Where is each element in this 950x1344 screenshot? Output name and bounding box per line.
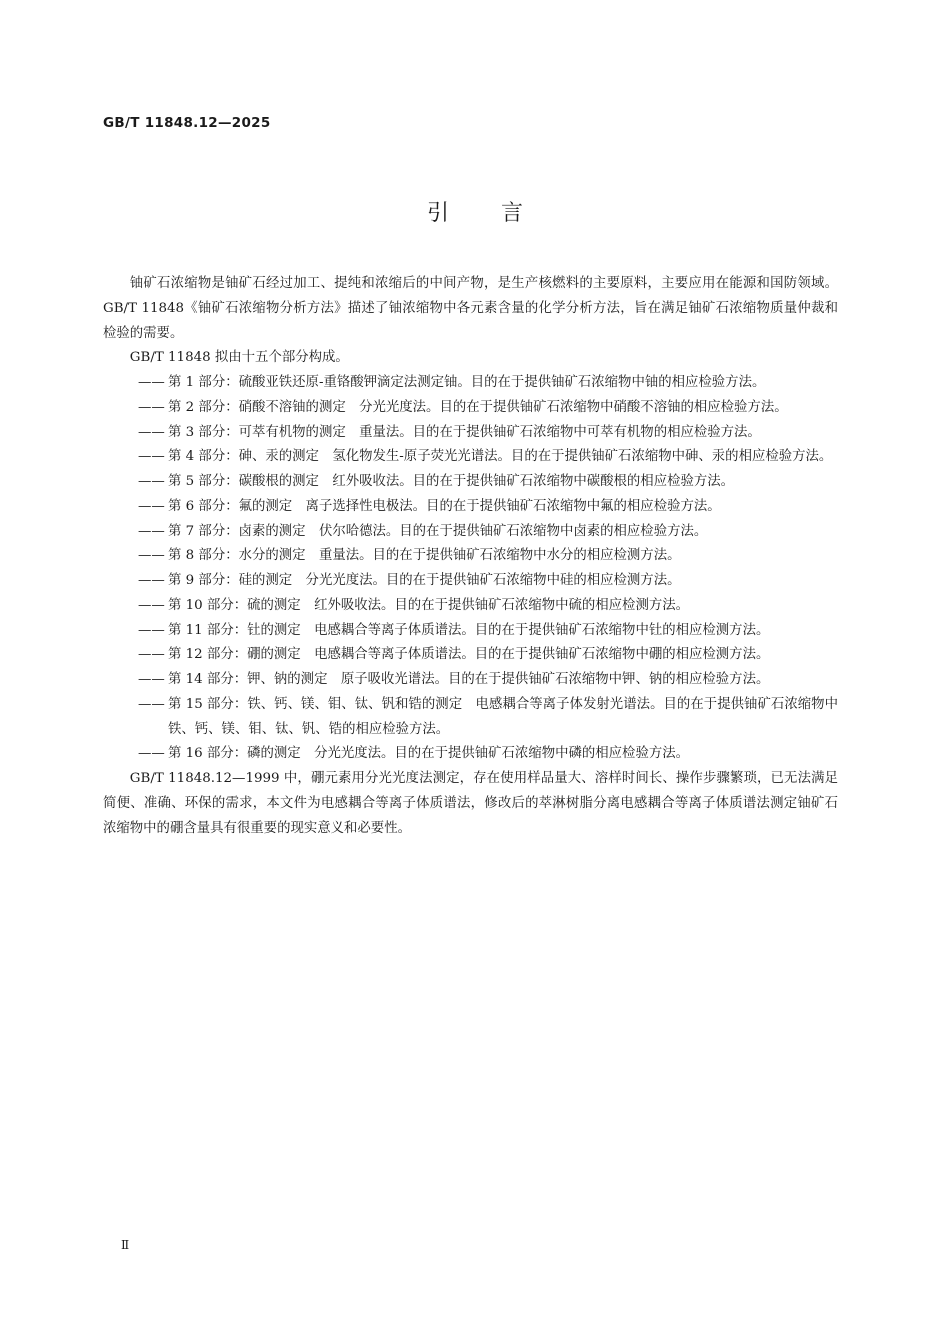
list-dash: ——: [138, 474, 165, 489]
list-item-text: 第 5 部分：碳酸根的测定 红外吸收法。目的在于提供铀矿石浓缩物中碳酸根的相应检验方法。: [168, 474, 735, 489]
list-item-part-8: [103, 544, 838, 569]
list-item-text: 第 12 部分：硼的测定 电感耦合等离子体质谱法。目的在于提供铀矿石浓缩物中硼的相应检测方法。: [168, 647, 770, 663]
list-item-text: 第 16 部分：磷的测定 分光光度法。目的在于提供铀矿石浓缩物中磷的相应检验方法。: [168, 746, 690, 762]
list-dash: ——: [138, 597, 165, 613]
list-dash: ——: [138, 696, 165, 712]
list-dash: ——: [138, 399, 165, 415]
list-item-part-5: [103, 470, 838, 495]
list-item-part-7: [103, 520, 838, 545]
list-item-part-1: [103, 371, 838, 396]
list-item-part-3: [103, 421, 838, 446]
page-title: 引言: [426, 201, 575, 226]
list-dash: ——: [138, 449, 165, 465]
list-item-part-12: [103, 643, 838, 668]
list-dash: ——: [138, 523, 165, 539]
list-item-part-15: [103, 693, 838, 743]
list-item-text: 第 1 部分：硫酸亚铁还原-重铬酸钾滴定法测定铀。目的在于提供铀矿石浓缩物中铀的相应检验方法。: [168, 375, 766, 390]
list-item-part-11: [103, 619, 838, 644]
list-item-text: 第 8 部分：水分的测定 重量法。目的在于提供铀矿石浓缩物中水分的相应检测方法。: [168, 548, 681, 564]
list-dash: ——: [138, 424, 165, 440]
list-item-text: 第 4 部分：砷、汞的测定 氢化物发生-原子荧光光谱法。目的在于提供铀矿石浓缩物中砷、汞的相应检验方法。: [168, 449, 833, 465]
list-item-text: 第 10 部分：硫的测定 红外吸收法。目的在于提供铀矿石浓缩物中硫的相应检测方法。: [168, 597, 690, 613]
list-dash: ——: [138, 548, 165, 564]
list-dash: ——: [138, 672, 165, 687]
intro-parts-statement: GB/T 11848 拟由十五个部分构成。: [129, 350, 349, 366]
list-item-part-14: [103, 668, 838, 693]
list-item-text: 第 9 部分：硅的测定 分光光度法。目的在于提供铀矿石浓缩物中硅的相应检测方法。: [168, 573, 681, 588]
document-body: [103, 272, 838, 841]
list-dash: ——: [138, 375, 165, 390]
list-item-text: 第 7 部分：卤素的测定 伏尔哈德法。目的在于提供铀矿石浓缩物中卤素的相应检验方法。: [168, 523, 708, 539]
list-item-part-4: [103, 445, 838, 470]
standard-number: GB/T 11848.12—2025: [103, 115, 271, 131]
list-item-text: 第 11 部分：钍的测定 电感耦合等离子体质谱法。目的在于提供铀矿石浓缩物中钍的相应检测方法。: [168, 622, 770, 638]
list-dash: ——: [138, 573, 165, 588]
list-item-text: 第 6 部分：氟的测定 离子选择性电极法。目的在于提供铀矿石浓缩物中氟的相应检验方法。: [168, 498, 721, 514]
list-item-text: 第 14 部分：钾、钠的测定 原子吸收光谱法。目的在于提供铀矿石浓缩物中钾、钠的相应检验方法。: [168, 672, 770, 687]
list-item-part-2: [103, 396, 838, 421]
list-item-part-10: [103, 594, 838, 619]
list-item-text: 第 2 部分：硝酸不溶铀的测定 分光光度法。目的在于提供铀矿石浓缩物中硝酸不溶铀的相应检验方法。: [168, 399, 788, 415]
list-dash: ——: [138, 746, 165, 762]
intro-paragraph: 铀矿石浓缩物是铀矿石经过加工、提纯和浓缩后的中间产物，是生产核燃料的主要原料，主要应用在能源和国防领域。GB/T 11848《铀矿石浓缩物分析方法》描述了铀浓缩物中各元素含量的化学分析方法，旨在满足铀矿石浓缩物质量仲裁和检验的需要。: [103, 276, 838, 341]
parts-list: [103, 371, 838, 767]
list-item-part-6: [103, 495, 838, 520]
list-item-text: 第 15 部分：铁、钙、镁、钼、钛、钒和锆的测定 电感耦合等离子体发射光谱法。目的在于提供铀矿石浓缩物中铁、钙、镁、钼、钛、钒、锆的相应检验方法。: [168, 696, 838, 737]
list-item-part-9: [103, 569, 838, 594]
list-item-text: 第 3 部分：可萃有机物的测定 重量法。目的在于提供铀矿石浓缩物中可萃有机物的相应检验方法。: [168, 424, 761, 440]
list-dash: ——: [138, 622, 165, 638]
list-dash: ——: [138, 647, 165, 663]
list-item-part-16: [103, 742, 838, 767]
closing-paragraph: GB/T 11848.12—1999 中，硼元素用分光光度法测定，存在使用样品量大、溶样时间长、操作步骤繁琐，已无法满足简便、准确、环保的需求，本文件为电感耦合等离子体质谱法，修改后的萃淋树脂分离电感耦合等离子体质谱法测定铀矿石浓缩物中的硼含量具有很重要的现实意义和必要性。: [103, 771, 838, 836]
page-number: Ⅱ: [121, 1238, 130, 1252]
list-dash: ——: [138, 498, 165, 514]
